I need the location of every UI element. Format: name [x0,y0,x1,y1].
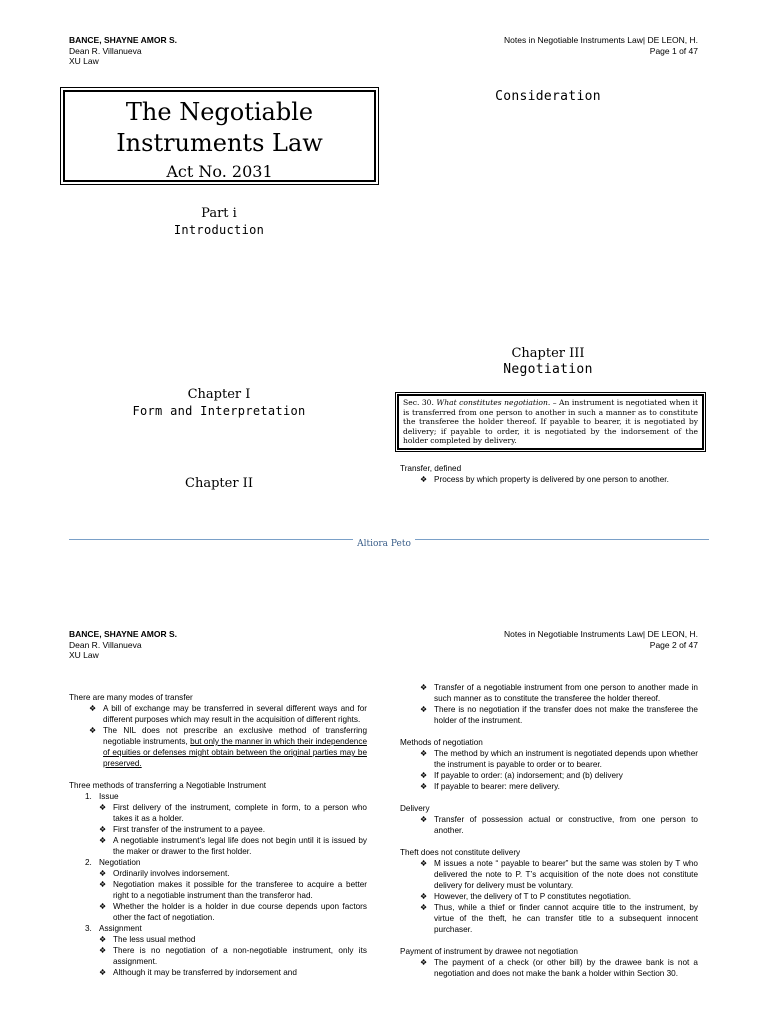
list-item: ❖ Transfer of possession actual or constructive, from one person to another. [420,815,698,835]
bullet-icon: ❖ [99,803,107,812]
sec30-text: – An instrument is negotiated when it is transferred from one person to another in such a manner as to constitute the transferee the holder thereof. If payable to bearer, it is negotiated by delivery; if payable to order, it is negotiated by the indorsement of the holder completed by delivery. [403,398,699,446]
page2-right-column [400,682,698,979]
list-item: ❖ First transfer of the instrument to a payee. [99,825,265,834]
page1-header-left [69,35,269,67]
three-methods-heading: Three methods of transferring a Negotiable Instrument [69,781,267,790]
chapter2-heading [69,475,369,492]
bullet-icon: ❖ [99,968,107,977]
list-item: ❖ A bill of exchange may be transferred in several different ways and for different purposes which may result in the acquisition of different rights. [89,704,367,724]
list-item: ❖ The method by which an instrument is negotiated depends upon whether the instrument is payable to order or to bearer. [420,749,698,769]
header-school: XU Law [69,650,99,660]
chapter1-heading [69,386,369,419]
bullet-icon: ❖ [420,892,428,901]
chapter3-heading [398,345,698,378]
list-item: ❖ Process by which property is delivered by one person to another. [420,475,669,484]
list-item: ❖ The less usual method [99,935,196,944]
bullet-icon: ❖ [420,475,428,484]
bullet-icon: ❖ [420,903,428,912]
bullet-icon: ❖ [420,771,428,780]
page2-left-column [69,692,367,978]
list-item: ❖ Although it may be transferred by indorsement and [99,968,297,977]
bullet-icon: ❖ [420,815,428,824]
consideration-title: Consideration [495,89,601,104]
bullet-icon: ❖ [420,859,428,868]
transfer-heading: Transfer, defined [400,464,462,473]
bullet-icon: ❖ [420,958,428,967]
header-page-number: Page 2 of 47 [649,639,698,650]
part-title: Part i [201,206,237,221]
page2-header-right [440,629,698,650]
list-item: ❖ There is no negotiation if the transfer does not make the transferee the holder of the instrument. [420,705,698,725]
list-item: ❖ If payable to bearer: mere delivery. [420,782,560,791]
chapter3-subtitle: Negotiation [503,362,593,377]
footer [0,533,768,551]
part-subtitle: Introduction [173,223,265,237]
section-30-box [397,394,704,450]
header-author: BANCE, SHAYNE AMOR S. [69,629,177,639]
list-item: ❖ The payment of a check (or other bill) by the drawee bank is not a negotiation and does not make the bank a holder within Section 30. [420,958,698,978]
bullet-icon: ❖ [89,704,97,713]
title-box [63,90,376,182]
delivery-heading: Delivery [400,804,430,813]
list-item: ❖ Thus, while a thief or finder cannot acquire title to the instrument, by virtue of the theft, he can transfer title to a subsequent innocent purchaser. [420,903,698,934]
bullet-icon: ❖ [420,683,428,692]
list-item: ❖ A negotiable instrument’s legal life does not begin until it is issued by the maker or drawer to the first holder. [99,836,367,856]
list-item: ❖ However, the delivery of T to P constitutes negotiation. [420,892,632,901]
transfer-defined [400,463,698,485]
methods-heading: Methods of negotiation [400,738,483,747]
chapter2-title: Chapter II [185,476,253,491]
title-line2: Instruments Law [116,129,323,157]
page2-header-left [69,629,269,661]
theft-heading: Theft does not constitute delivery [400,848,521,857]
list-item: 3. Assignment [85,924,142,933]
list-item: ❖ There is no negotiation of a non-negotiable instrument, only its assignment. [99,946,367,966]
bullet-icon: ❖ [99,836,107,845]
bullet-icon: ❖ [99,946,107,955]
header-page-number: Page 1 of 47 [649,45,698,56]
header-notes: Notes in Negotiable Instruments Law| DE LEON, H. [503,35,698,45]
bullet-icon: ❖ [420,782,428,791]
bullet-icon: ❖ [99,825,107,834]
chapter3-title: Chapter III [511,346,585,361]
page1-header-right [440,35,698,56]
title-line1: The Negotiable [125,98,314,126]
header-dean: Dean R. Villanueva [69,45,142,56]
chapter1-subtitle: Form and Interpretation [132,404,306,418]
list-item: ❖ First delivery of the instrument, complete in form, to a person who takes it as a holder. [99,803,367,823]
list-item: ❖ Negotiation makes it possible for the transferee to acquire a better right to a negotiable instrument than the transferor had. [99,880,367,900]
header-notes: Notes in Negotiable Instruments Law| DE LEON, H. [503,629,698,639]
sec30-label: Sec. 30. [403,398,434,407]
bullet-icon: ❖ [99,880,107,889]
bullet-icon: ❖ [89,726,97,735]
list-item: 1. Issue [85,792,119,801]
sec30-title: What constitutes negotiation. [436,398,551,407]
list-item: ❖ If payable to order: (a) indorsement; and (b) delivery [420,771,623,780]
list-item: 2. Negotiation [85,858,141,867]
consideration-heading [398,89,698,105]
bullet-icon: ❖ [420,749,428,758]
modes-heading: There are many modes of transfer [69,693,193,702]
bullet-icon: ❖ [99,902,107,911]
list-item: ❖ M issues a note “ payable to bearer” but the same was stolen by T who delivered the note to P. T’s acquisition of the note does not constitute delivery for delivery must be voluntary. [420,859,698,890]
list-item: ❖ The NIL does not prescribe an exclusive method of transferring negotiable instruments, but only the manner in which their independence of equities or defenses might obtain between the original parties may be preserved. [89,726,367,768]
title-act: Act No. 2031 [166,162,273,181]
bullet-icon: ❖ [99,869,107,878]
payment-heading: Payment of instrument by drawee not negotiation [400,947,578,956]
header-dean: Dean R. Villanueva [69,639,142,650]
list-item: ❖ Transfer of a negotiable instrument from one person to another made in such manner as to constitute the transferee the holder thereof. [420,683,698,703]
chapter1-title: Chapter I [187,387,251,402]
header-author: BANCE, SHAYNE AMOR S. [69,35,177,45]
bullet-icon: ❖ [99,935,107,944]
list-item: ❖ Ordinarily involves indorsement. [99,869,230,878]
part-heading [69,205,369,238]
footer-text: Altiora Peto [353,539,415,549]
header-school: XU Law [69,56,99,66]
list-item: ❖ Whether the holder is a holder in due course depends upon factors other the fact of negotiation. [99,902,367,922]
bullet-icon: ❖ [420,705,428,714]
